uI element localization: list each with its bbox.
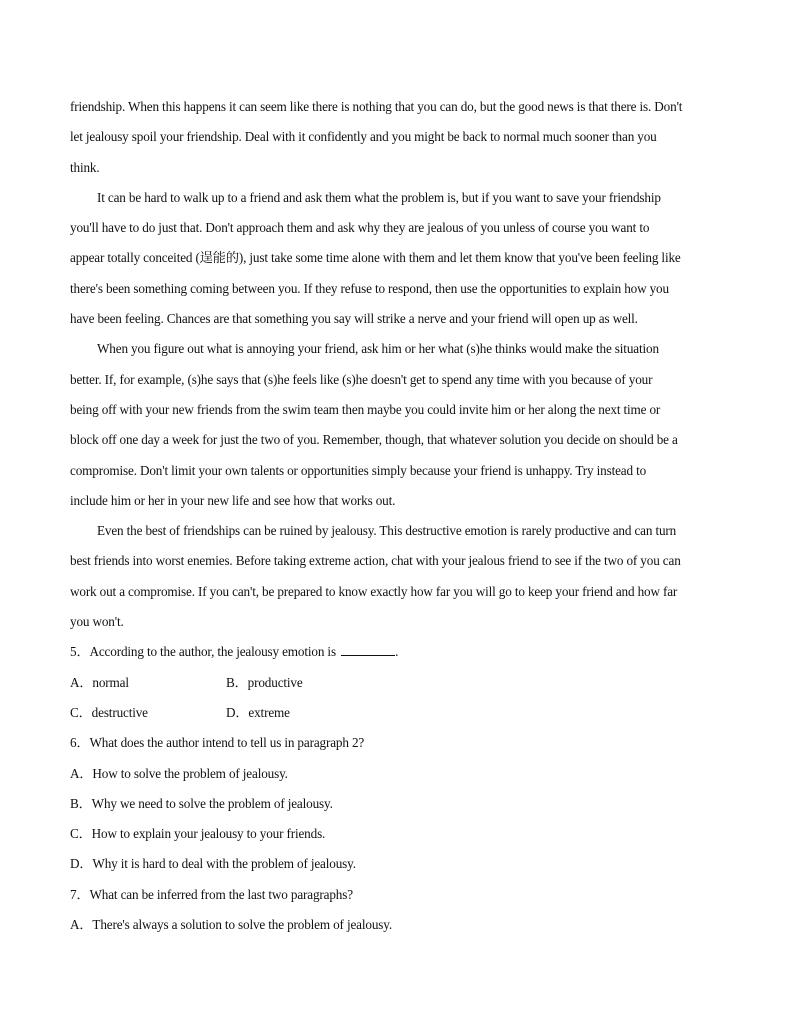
text-line: think. [70,159,100,175]
paragraph-3 [70,334,726,516]
text-line: let jealousy spoil your friendship. Deal with it confidently and you might be back to normal much sooner than you [70,129,657,145]
text-line: better. If, for example, (s)he says that (s)he feels like (s)he doesn't get to spend any time with you because of your [70,371,653,387]
option-a[interactable]: A．normal [70,674,129,690]
option-a[interactable]: A．There's always a solution to solve the problem of jealousy. [70,917,392,933]
option-c[interactable]: C．destructive [70,704,148,720]
option-a[interactable]: A．How to solve the problem of jealousy. [70,765,288,781]
text-line: appear totally conceited (逞能的), just take some time alone with them and let them know that you've been feeling like [70,250,681,266]
question-5 [70,637,726,728]
text-line: work out a compromise. If you can't, be prepared to know exactly how far you will go to keep your friend and how far [70,583,678,599]
option-c[interactable]: C．How to explain your jealousy to your friends. [70,826,326,842]
text-line: you won't. [70,614,124,630]
text-line: being off with your new friends from the swim team then maybe you could invite him or her along the next time or [70,401,661,417]
text-line: Even the best of friendships can be ruined by jealousy. This destructive emotion is rarely productive and can turn [97,523,677,539]
text-line: It can be hard to walk up to a friend and ask them what the problem is, but if you want to save your friendship [97,189,661,205]
text-line: block off one day a week for just the two of you. Remember, though, that whatever solution you decide on should be a [70,432,678,448]
question-7 [70,880,726,941]
option-b[interactable]: B．Why we need to solve the problem of jealousy. [70,795,333,811]
paragraph-4 [70,516,726,637]
document-page [70,92,726,940]
text-line: there's been something coming between you. If they refuse to respond, then use the opportunities to explain how you [70,280,669,296]
question-6 [70,728,726,879]
text-line: include him or her in your new life and see how that works out. [70,492,396,508]
option-d[interactable]: D．extreme [226,704,290,720]
question-5-end: . [395,644,399,660]
text-line: compromise. Don't limit your own talents or opportunities simply because your friend is unhappy. Try instead to [70,462,647,478]
question-6-stem: 6．What does the author intend to tell us in paragraph 2? [70,735,365,751]
options-row [70,698,726,728]
question-stem [70,637,726,667]
text-line: friendship. When this happens it can seem like there is nothing that you can do, but the good news is that there is. Don't [70,99,683,114]
option-d[interactable]: D．Why it is hard to deal with the problem of jealousy. [70,856,356,872]
answer-blank [341,643,395,656]
text-line: best friends into worst enemies. Before taking extreme action, chat with your jealous friend to see if the two of you can [70,553,681,569]
option-b[interactable]: B．productive [226,674,303,690]
text-line: When you figure out what is annoying your friend, ask him or her what (s)he thinks would make the situation [97,341,659,357]
question-7-stem: 7．What can be inferred from the last two paragraphs? [70,886,353,902]
text-line: you'll have to do just that. Don't approach them and ask why they are jealous of you unless of course you want to [70,220,650,236]
text-line: have been feeling. Chances are that something you say will strike a nerve and your friend will open up as well. [70,311,638,327]
options-row [70,668,726,698]
paragraph-1 [70,92,726,183]
paragraph-2 [70,183,726,334]
question-5-stem: 5．According to the author, the jealousy emotion is [70,644,336,660]
